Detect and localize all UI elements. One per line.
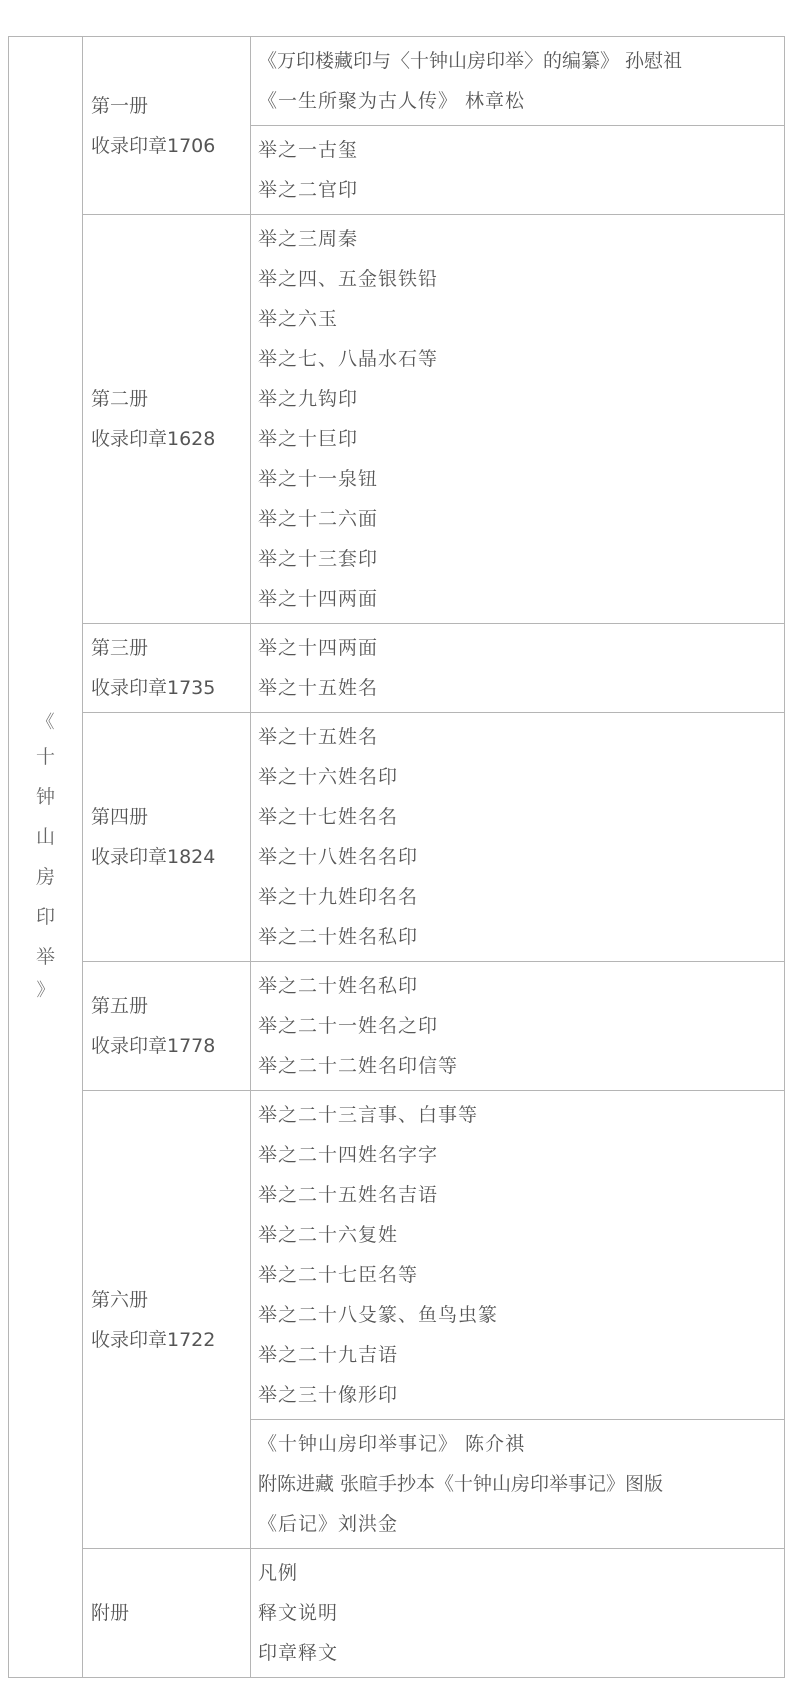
list-item: 举之六玉 [258, 308, 339, 330]
list-item: 举之七、八晶水石等 [258, 348, 439, 370]
list-item: 举之十八姓名名印 [258, 846, 419, 868]
list-item: 印章释文 [258, 1642, 339, 1664]
list-item: 举之二十四姓名字字 [258, 1144, 439, 1166]
contents-table [8, 36, 785, 1678]
table-row [9, 962, 785, 1091]
table-row [9, 215, 785, 624]
list-item: 举之二十七臣名等 [258, 1264, 419, 1286]
list-item: 举之十二六面 [258, 508, 379, 530]
list-item: 举之二十八殳篆、鱼鸟虫篆 [258, 1304, 499, 1326]
volume-name: 第一册 [91, 94, 149, 117]
volume-cell [83, 624, 251, 713]
volume-cell [83, 1549, 251, 1678]
volume-cell [83, 37, 251, 215]
list-item: 举之三周秦 [258, 228, 359, 250]
collection-title-char: 举 [35, 946, 55, 968]
volume-contents-cell [251, 37, 785, 126]
collection-title-char: 钟 [35, 786, 55, 808]
list-item: 举之十九姓印名名 [258, 886, 419, 908]
volume-cell [83, 1091, 251, 1549]
list-item: 举之四、五金银铁铅 [258, 268, 439, 290]
volume-contents-cell [251, 962, 785, 1091]
volume-contents-cell [251, 624, 785, 713]
list-item: 举之十三套印 [258, 548, 379, 570]
list-item: 举之十四两面 [258, 637, 379, 659]
collection-title-cell [9, 37, 83, 1678]
collection-title-char: 》 [36, 980, 55, 1001]
collection-title-char: 十 [35, 746, 55, 768]
list-item: 举之二十一姓名之印 [258, 1015, 439, 1037]
list-item: 举之十巨印 [258, 428, 359, 450]
volume-seal-count: 收录印章1628 [91, 428, 216, 450]
list-item: 《一生所聚为古人传》 林章松 [258, 90, 526, 112]
list-item: 凡例 [258, 1562, 299, 1584]
volume-name: 第五册 [91, 995, 149, 1017]
collection-title-char: 印 [35, 906, 55, 928]
volume-contents-cell [251, 126, 785, 215]
volume-cell [83, 713, 251, 962]
volume-contents-cell [251, 1549, 785, 1678]
list-item: 举之二十五姓名吉语 [258, 1184, 439, 1206]
list-item: 举之十四两面 [258, 588, 379, 610]
list-item: 《后记》刘洪金 [258, 1513, 399, 1535]
list-item: 附陈进藏 张暄手抄本《十钟山房印举事记》图版 [258, 1473, 664, 1495]
list-item: 举之十一泉钮 [258, 468, 379, 490]
collection-title-char: 房 [35, 866, 55, 888]
volume-name: 第六册 [91, 1288, 149, 1311]
table-row [9, 37, 785, 126]
list-item: 举之二官印 [258, 179, 359, 201]
list-item: 举之十七姓名名 [258, 806, 399, 828]
volume-name: 第二册 [91, 388, 149, 410]
list-item: 《十钟山房印举事记》 陈介祺 [258, 1433, 526, 1455]
list-item: 举之二十姓名私印 [258, 926, 419, 948]
volume-seal-count: 收录印章1722 [91, 1328, 216, 1351]
volume-contents-cell [251, 215, 785, 624]
volume-contents-cell [251, 1091, 785, 1420]
table-row [9, 1091, 785, 1420]
table-row [9, 624, 785, 713]
list-item: 举之二十三言事、白事等 [258, 1104, 479, 1126]
list-item: 举之二十九吉语 [258, 1344, 399, 1366]
volume-seal-count: 收录印章1706 [91, 134, 216, 157]
list-item: 举之二十姓名私印 [258, 975, 419, 997]
list-item: 举之一古玺 [258, 139, 359, 161]
table-row [9, 1549, 785, 1678]
list-item: 举之十五姓名 [258, 726, 379, 748]
list-item: 举之二十六复姓 [258, 1224, 399, 1246]
collection-title-char: 《 [36, 712, 55, 733]
volume-seal-count: 收录印章1778 [91, 1035, 216, 1057]
volume-seal-count: 收录印章1824 [91, 846, 216, 868]
list-item: 举之三十像形印 [258, 1384, 399, 1406]
volume-cell [83, 962, 251, 1091]
list-item: 举之十五姓名 [258, 677, 379, 699]
volume-name: 附册 [91, 1602, 130, 1624]
table-row [9, 713, 785, 962]
volume-seal-count: 收录印章1735 [91, 677, 216, 699]
volume-cell [83, 215, 251, 624]
volume-contents-cell [251, 1420, 785, 1549]
list-item: 举之九钩印 [258, 388, 359, 410]
volume-name: 第三册 [91, 637, 149, 659]
list-item: 举之十六姓名印 [258, 766, 399, 788]
list-item: 《万印楼藏印与〈十钟山房印举〉的编纂》 孙慰祖 [258, 50, 683, 72]
volume-name: 第四册 [91, 806, 149, 828]
contents-table-body [9, 37, 785, 1678]
volume-contents-cell [251, 713, 785, 962]
list-item: 释文说明 [258, 1602, 339, 1624]
collection-title-char: 山 [35, 826, 55, 848]
list-item: 举之二十二姓名印信等 [258, 1055, 459, 1077]
